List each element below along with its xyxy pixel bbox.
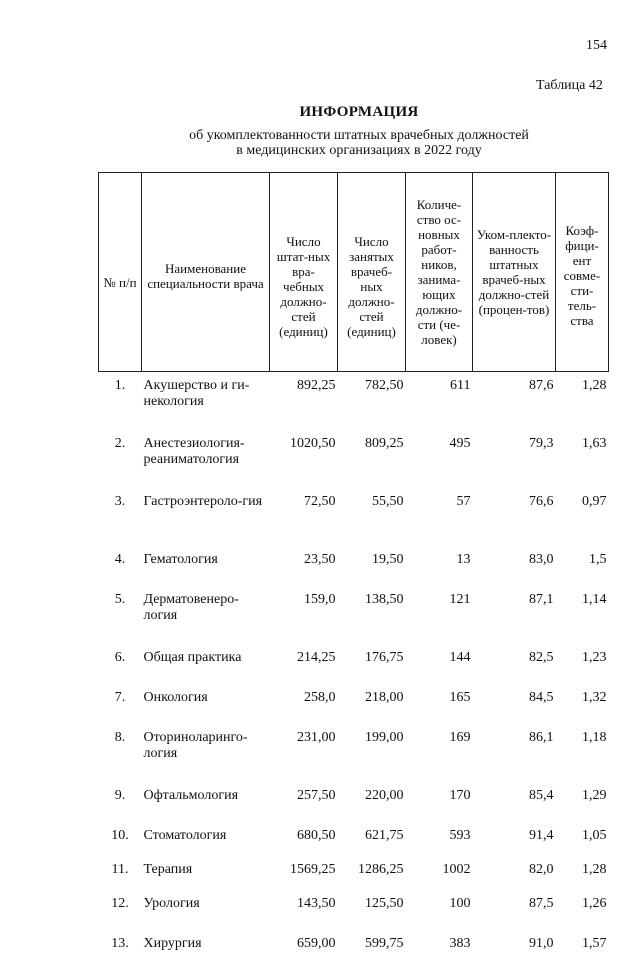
row-staffing-percent: 82,0 [473, 856, 556, 890]
document-title: ИНФОРМАЦИЯ [0, 104, 640, 121]
row-occupied-positions: 218,00 [338, 684, 406, 724]
row-staffing-percent: 83,0 [473, 546, 556, 586]
table-row [99, 930, 609, 964]
staffing-table [98, 172, 609, 964]
row-staff-positions: 258,0 [270, 684, 338, 724]
row-occupied-positions: 220,00 [338, 782, 406, 822]
row-number: 11. [99, 856, 142, 890]
row-main-workers: 170 [406, 782, 473, 822]
row-staffing-percent: 91,0 [473, 930, 556, 964]
table-row [99, 644, 609, 684]
row-coefficient: 1,32 [556, 684, 609, 724]
row-occupied-positions: 599,75 [338, 930, 406, 964]
row-staffing-percent: 87,1 [473, 586, 556, 644]
row-number: 8. [99, 724, 142, 782]
table-row [99, 586, 609, 644]
table-row [99, 724, 609, 782]
row-specialty: Анестезиология-реаниматология [142, 430, 270, 488]
column-header-main-workers: Количе-ство ос-новных работ-ников, занима-ющих должно-сти (че-ловек) [406, 173, 473, 372]
table-row [99, 372, 609, 431]
row-main-workers: 495 [406, 430, 473, 488]
row-coefficient: 1,28 [556, 856, 609, 890]
row-main-workers: 169 [406, 724, 473, 782]
row-number: 6. [99, 644, 142, 684]
column-header-specialty: Наименование специальности врача [142, 173, 270, 372]
table-header-row [99, 173, 609, 372]
row-main-workers: 144 [406, 644, 473, 684]
row-staff-positions: 892,25 [270, 372, 338, 431]
row-staffing-percent: 82,5 [473, 644, 556, 684]
column-header-number: № п/п [99, 173, 142, 372]
row-staff-positions: 1020,50 [270, 430, 338, 488]
row-occupied-positions: 55,50 [338, 488, 406, 546]
row-specialty: Хирургия [142, 930, 270, 964]
row-main-workers: 100 [406, 890, 473, 930]
row-coefficient: 1,5 [556, 546, 609, 586]
row-specialty: Акушерство и ги-некология [142, 372, 270, 431]
row-staff-positions: 23,50 [270, 546, 338, 586]
row-specialty: Общая практика [142, 644, 270, 684]
row-staff-positions: 1569,25 [270, 856, 338, 890]
row-number: 12. [99, 890, 142, 930]
row-main-workers: 121 [406, 586, 473, 644]
row-number: 13. [99, 930, 142, 964]
row-occupied-positions: 199,00 [338, 724, 406, 782]
row-specialty: Урология [142, 890, 270, 930]
row-staffing-percent: 84,5 [473, 684, 556, 724]
row-staffing-percent: 87,5 [473, 890, 556, 930]
row-specialty: Офтальмология [142, 782, 270, 822]
row-coefficient: 1,26 [556, 890, 609, 930]
row-specialty: Стоматология [142, 822, 270, 856]
row-staff-positions: 659,00 [270, 930, 338, 964]
row-specialty: Дерматовенеро-логия [142, 586, 270, 644]
column-header-occupied-positions: Число занятых врачеб-ных должно-стей (единиц) [338, 173, 406, 372]
row-main-workers: 611 [406, 372, 473, 431]
row-staffing-percent: 91,4 [473, 822, 556, 856]
table-row [99, 430, 609, 488]
row-number: 5. [99, 586, 142, 644]
row-coefficient: 1,29 [556, 782, 609, 822]
row-specialty: Онкология [142, 684, 270, 724]
row-main-workers: 57 [406, 488, 473, 546]
row-staff-positions: 214,25 [270, 644, 338, 684]
row-main-workers: 165 [406, 684, 473, 724]
row-staff-positions: 72,50 [270, 488, 338, 546]
row-main-workers: 383 [406, 930, 473, 964]
row-number: 3. [99, 488, 142, 546]
table-row [99, 890, 609, 930]
row-number: 7. [99, 684, 142, 724]
subtitle-line: в медицинских организациях в 2022 году [0, 143, 640, 158]
page-number: 154 [586, 38, 607, 54]
row-coefficient: 1,28 [556, 372, 609, 431]
row-specialty: Гастроэнтероло-гия [142, 488, 270, 546]
row-occupied-positions: 809,25 [338, 430, 406, 488]
row-staffing-percent: 79,3 [473, 430, 556, 488]
row-number: 4. [99, 546, 142, 586]
row-occupied-positions: 176,75 [338, 644, 406, 684]
row-staffing-percent: 85,4 [473, 782, 556, 822]
row-staffing-percent: 87,6 [473, 372, 556, 431]
table-row [99, 684, 609, 724]
row-coefficient: 0,97 [556, 488, 609, 546]
row-staff-positions: 143,50 [270, 890, 338, 930]
row-specialty: Гематология [142, 546, 270, 586]
table-label: Таблица 42 [536, 78, 603, 94]
subtitle-line: об укомплектованности штатных врачебных должностей [0, 128, 640, 143]
row-occupied-positions: 19,50 [338, 546, 406, 586]
row-coefficient: 1,63 [556, 430, 609, 488]
column-header-staff-positions: Число штат-ных вра-чебных должно-стей (единиц) [270, 173, 338, 372]
row-number: 2. [99, 430, 142, 488]
table-row [99, 822, 609, 856]
row-coefficient: 1,23 [556, 644, 609, 684]
row-staffing-percent: 86,1 [473, 724, 556, 782]
table-row [99, 782, 609, 822]
table-row [99, 856, 609, 890]
column-header-coefficient: Коэф-фици-ент совме-сти-тель-ства [556, 173, 609, 372]
row-staff-positions: 257,50 [270, 782, 338, 822]
row-coefficient: 1,14 [556, 586, 609, 644]
row-occupied-positions: 782,50 [338, 372, 406, 431]
row-staff-positions: 680,50 [270, 822, 338, 856]
row-specialty: Терапия [142, 856, 270, 890]
row-staff-positions: 159,0 [270, 586, 338, 644]
row-occupied-positions: 138,50 [338, 586, 406, 644]
row-occupied-positions: 621,75 [338, 822, 406, 856]
row-staffing-percent: 76,6 [473, 488, 556, 546]
row-occupied-positions: 125,50 [338, 890, 406, 930]
row-specialty: Оториноларинго-логия [142, 724, 270, 782]
row-coefficient: 1,18 [556, 724, 609, 782]
table-row [99, 488, 609, 546]
row-number: 1. [99, 372, 142, 431]
row-coefficient: 1,57 [556, 930, 609, 964]
table-body [99, 372, 609, 964]
document-subtitle [0, 128, 640, 158]
table-row [99, 546, 609, 586]
row-main-workers: 1002 [406, 856, 473, 890]
row-occupied-positions: 1286,25 [338, 856, 406, 890]
column-header-staffing-percent: Уком-плекто-ванность штатных врачеб-ных должно-стей (процен-тов) [473, 173, 556, 372]
row-coefficient: 1,05 [556, 822, 609, 856]
row-staff-positions: 231,00 [270, 724, 338, 782]
row-main-workers: 13 [406, 546, 473, 586]
row-number: 9. [99, 782, 142, 822]
row-number: 10. [99, 822, 142, 856]
row-main-workers: 593 [406, 822, 473, 856]
